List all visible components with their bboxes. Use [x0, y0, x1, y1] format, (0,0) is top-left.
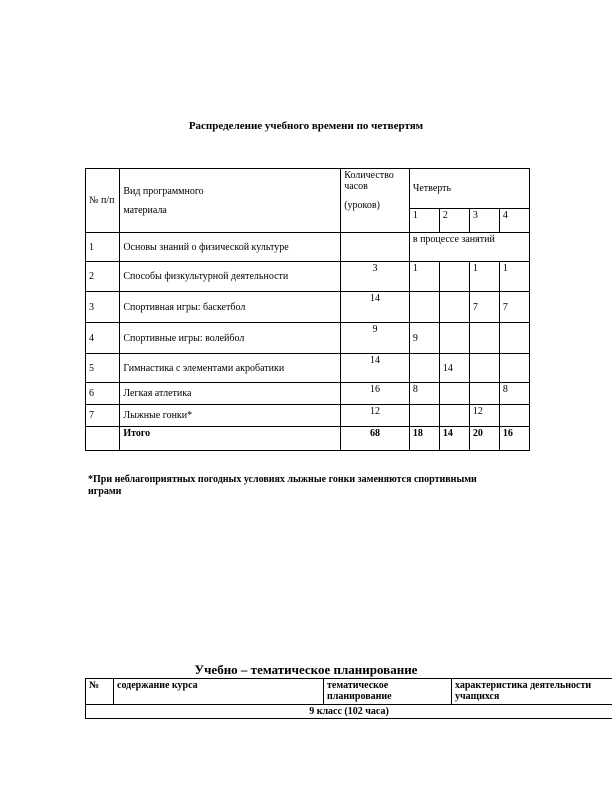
row-num: 1	[86, 233, 120, 262]
row-num: 3	[86, 292, 120, 323]
plan-header-characteristic: характеристика деятельности учащихся	[452, 679, 612, 705]
row-q2	[439, 405, 469, 427]
header-row	[86, 169, 530, 209]
row-q3	[469, 383, 499, 405]
plan-table	[85, 678, 612, 719]
row-name: Основы знаний о физической культуре	[120, 233, 341, 262]
row-count: 14	[341, 292, 410, 323]
row-name: Спортивные игры: волейбол	[120, 323, 341, 354]
row-q4: 7	[499, 292, 529, 323]
plan-header-planning: тематическое планирование	[324, 679, 452, 705]
table-row	[86, 323, 530, 354]
row-count: 16	[341, 383, 410, 405]
total-q1: 18	[409, 427, 439, 451]
row-q1	[409, 354, 439, 383]
header-count	[341, 169, 410, 233]
header-q3: 3	[469, 209, 499, 233]
header-count-line1: Количество часов	[344, 170, 394, 192]
table-row	[86, 354, 530, 383]
row-name: Гимнастика с элементами акробатики	[120, 354, 341, 383]
row-count: 9	[341, 323, 410, 354]
row-q3	[469, 323, 499, 354]
plan-title: Учебно – тематическое планирование	[194, 662, 418, 677]
total-num	[86, 427, 120, 451]
total-count: 68	[341, 427, 410, 451]
table-row	[86, 233, 530, 262]
row-name: Легкая атлетика	[120, 383, 341, 405]
row-q2	[439, 262, 469, 292]
plan-class-label: 9 класс (102 часа)	[86, 705, 612, 719]
row-q3: 12	[469, 405, 499, 427]
row-count: 3	[341, 262, 410, 292]
table-row	[86, 383, 530, 405]
plan-header-content: содержание курса	[114, 679, 324, 705]
distribution-table	[85, 168, 530, 451]
header-num: № п/п	[86, 169, 120, 233]
row-q4	[499, 323, 529, 354]
row-num: 5	[86, 354, 120, 383]
row-q1	[409, 292, 439, 323]
header-q4: 4	[499, 209, 529, 233]
plan-header-num: №	[86, 679, 114, 705]
row-q1	[409, 405, 439, 427]
row-q1: 9	[409, 323, 439, 354]
header-q1: 1	[409, 209, 439, 233]
row-num: 4	[86, 323, 120, 354]
row-q3: 7	[469, 292, 499, 323]
total-q4: 16	[499, 427, 529, 451]
row-q1: 8	[409, 383, 439, 405]
total-q2: 14	[439, 427, 469, 451]
row-name: Лыжные гонки*	[120, 405, 341, 427]
plan-header-row	[86, 679, 612, 705]
footnote: *При неблагоприятных погодных условиях лыжные гонки заменяются спортивными играми	[88, 474, 477, 497]
header-q2: 2	[439, 209, 469, 233]
row-name: Спортивная игры: баскетбол	[120, 292, 341, 323]
row-count: 14	[341, 354, 410, 383]
total-q3: 20	[469, 427, 499, 451]
row-num: 6	[86, 383, 120, 405]
row-count	[341, 233, 410, 262]
total-row	[86, 427, 530, 451]
row-q4: 1	[499, 262, 529, 292]
row-name: Способы физкультурной деятельности	[120, 262, 341, 292]
row-q4	[499, 354, 529, 383]
row-note: в процессе занятий	[409, 233, 529, 262]
row-q4	[499, 405, 529, 427]
row-q2: 14	[439, 354, 469, 383]
row-q1: 1	[409, 262, 439, 292]
header-type-line1: Вид программного	[123, 185, 204, 197]
distribution-title: Распределение учебного времени по четвертям	[188, 120, 424, 132]
table-row	[86, 405, 530, 427]
table-row	[86, 292, 530, 323]
row-q2	[439, 323, 469, 354]
row-q2	[439, 383, 469, 405]
row-q4: 8	[499, 383, 529, 405]
header-quarter: Четверть	[409, 169, 529, 209]
table-row	[86, 262, 530, 292]
total-label: Итого	[120, 427, 341, 451]
row-count: 12	[341, 405, 410, 427]
row-q3	[469, 354, 499, 383]
row-num: 7	[86, 405, 120, 427]
row-num: 2	[86, 262, 120, 292]
header-type-line2: материала	[123, 204, 167, 216]
row-q3: 1	[469, 262, 499, 292]
header-count-line2: (уроков)	[344, 200, 380, 211]
plan-class-row	[86, 705, 612, 719]
header-type	[120, 169, 341, 233]
row-q2	[439, 292, 469, 323]
